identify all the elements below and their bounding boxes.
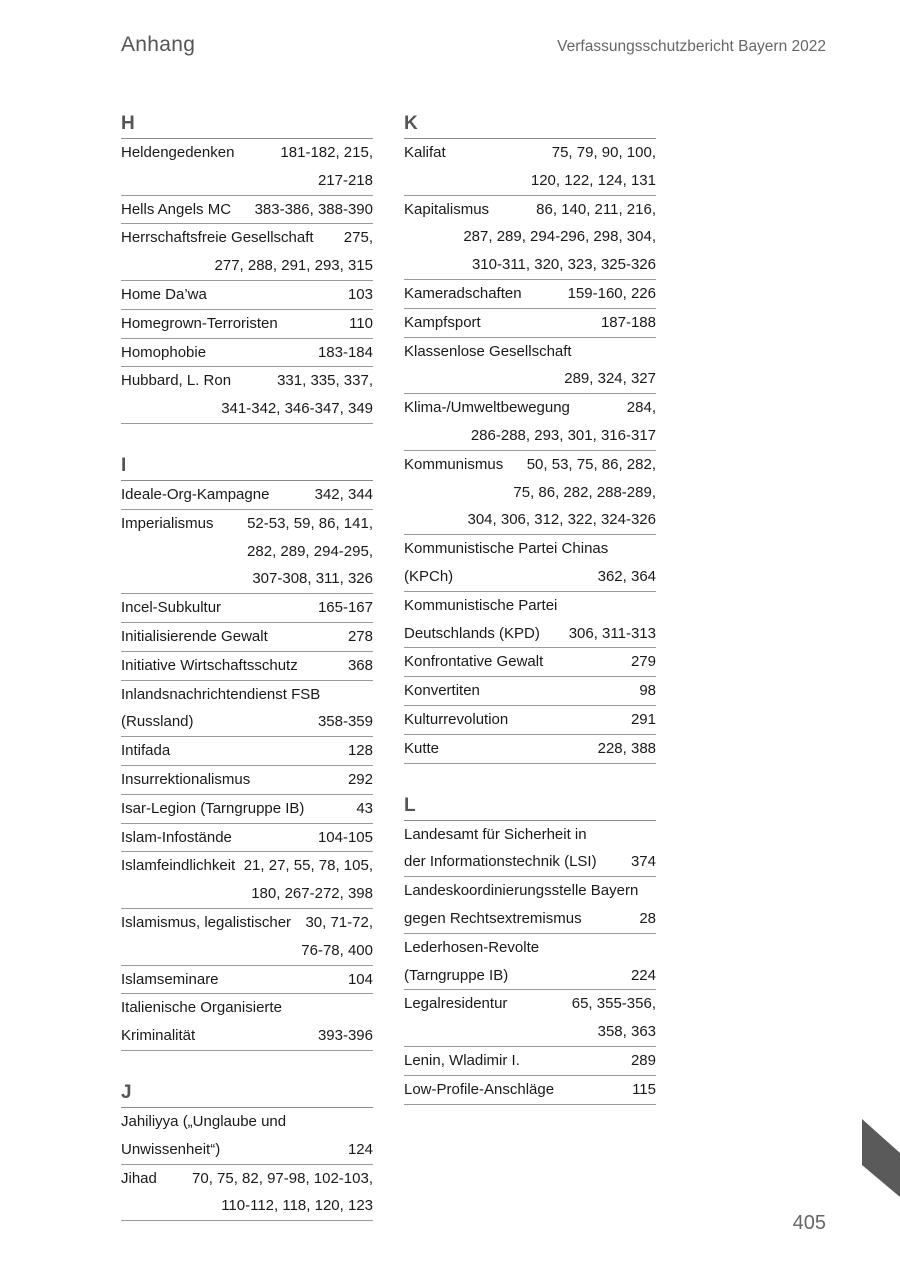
index-section xyxy=(121,452,373,1051)
entry-term: Islamseminare xyxy=(121,970,219,988)
entry-line xyxy=(404,592,656,620)
entry-term: Inlandsnachrichtendienst FSB xyxy=(121,685,321,703)
entry-line xyxy=(121,937,373,965)
entry-line xyxy=(404,962,656,990)
index-entry xyxy=(404,280,656,309)
index-entry xyxy=(121,481,373,510)
entry-line xyxy=(121,1165,373,1193)
section-letter: H xyxy=(121,110,373,139)
entry-line xyxy=(121,880,373,908)
entry-term: Kommunismus xyxy=(404,455,504,473)
entry-term: (Tarngruppe IB) xyxy=(404,966,509,984)
entry-term: Unwissenheit“) xyxy=(121,1140,221,1158)
entry-line xyxy=(121,824,373,852)
entry-line xyxy=(121,966,373,994)
entry-pages: 383-386, 388-390 xyxy=(254,200,373,218)
entry-line xyxy=(121,1192,373,1220)
index-entry xyxy=(121,966,373,995)
index-entry xyxy=(121,224,373,281)
index-column-left xyxy=(121,110,373,1249)
entry-line xyxy=(404,934,656,962)
entry-pages: 187-188 xyxy=(600,313,656,331)
entry-line xyxy=(404,365,656,393)
entry-pages: 183-184 xyxy=(317,343,373,361)
index-section xyxy=(121,1079,373,1221)
entry-line xyxy=(404,905,656,933)
entry-line xyxy=(404,422,656,450)
entry-term: Intifada xyxy=(121,742,171,760)
entry-line xyxy=(121,310,373,338)
entry-line xyxy=(404,677,656,705)
entry-pages: 76-78, 400 xyxy=(301,941,373,959)
entry-term: Kriminalität xyxy=(121,1027,196,1045)
entry-pages: 30, 71-72, xyxy=(305,913,373,931)
entry-pages: 52-53, 59, 86, 141, xyxy=(247,514,373,532)
index-entry xyxy=(121,994,373,1051)
entry-pages: 289, 324, 327 xyxy=(564,370,656,388)
section-letter: K xyxy=(404,110,656,139)
entry-line xyxy=(121,395,373,423)
index-entry xyxy=(404,821,656,878)
entry-pages: 304, 306, 312, 322, 324-326 xyxy=(467,511,656,529)
entry-line xyxy=(404,309,656,337)
entry-pages: 228, 388 xyxy=(597,739,656,757)
entry-term: Klima-/Umweltbewegung xyxy=(404,399,570,417)
entry-term: Initiative Wirtschaftsschutz xyxy=(121,656,298,674)
entry-line xyxy=(404,196,656,224)
entry-line xyxy=(121,623,373,651)
index-entry xyxy=(121,623,373,652)
index-entry xyxy=(404,139,656,196)
index-entry xyxy=(121,139,373,196)
entry-line xyxy=(404,877,656,905)
entry-term: Legalresidentur xyxy=(404,995,508,1013)
index-entry xyxy=(404,535,656,592)
index-entry xyxy=(121,339,373,368)
entry-line xyxy=(404,338,656,366)
entry-line xyxy=(404,280,656,308)
entry-line xyxy=(404,1047,656,1075)
entry-pages: 341-342, 346-347, 349 xyxy=(221,400,373,418)
entry-term: Incel-Subkultur xyxy=(121,599,222,617)
index-entry xyxy=(121,824,373,853)
index-entry xyxy=(404,934,656,991)
entry-pages: 180, 267-272, 398 xyxy=(251,885,373,903)
index-section xyxy=(404,792,656,1105)
entry-line xyxy=(404,223,656,251)
entry-line xyxy=(121,538,373,566)
index-entry xyxy=(121,1165,373,1222)
index-entry xyxy=(404,877,656,934)
index-entry xyxy=(404,735,656,764)
entry-pages: 291 xyxy=(630,710,656,728)
entry-pages: 103 xyxy=(347,285,373,303)
entry-pages: 98 xyxy=(639,682,656,700)
entry-line xyxy=(121,594,373,622)
entry-line xyxy=(404,479,656,507)
entry-term: Lenin, Wladimir I. xyxy=(404,1051,520,1069)
entry-term: Insurrektionalismus xyxy=(121,770,251,788)
entry-pages: 124 xyxy=(347,1140,373,1158)
entry-line xyxy=(404,251,656,279)
index-entry xyxy=(404,1047,656,1076)
entry-term: Hells Angels MC xyxy=(121,200,232,218)
entry-term: Konvertiten xyxy=(404,682,480,700)
entry-term: Lederhosen-Revolte xyxy=(404,938,540,956)
entry-pages: 286-288, 293, 301, 316-317 xyxy=(470,426,656,444)
entry-pages: 75, 79, 90, 100, xyxy=(551,144,656,161)
entry-term: Islamfeindlichkeit xyxy=(121,857,236,875)
entry-pages: 159-160, 226 xyxy=(567,284,656,302)
entry-term: Landeskoordinierungsstelle Bayern xyxy=(404,882,639,900)
entry-pages: 181-182, 215, xyxy=(280,144,373,161)
index-column-right xyxy=(404,110,656,1133)
entry-line xyxy=(121,196,373,224)
index-entry xyxy=(121,281,373,310)
running-head-publication: Verfassungsschutzbericht Bayern 2022 xyxy=(557,38,826,55)
entry-pages: 128 xyxy=(347,742,373,760)
entry-pages: 358, 363 xyxy=(597,1023,656,1041)
entry-term: (KPCh) xyxy=(404,567,454,585)
entry-pages: 28 xyxy=(639,909,656,927)
entry-term: Imperialismus xyxy=(121,514,214,532)
index-entry xyxy=(121,594,373,623)
entry-term: Jihad xyxy=(121,1169,157,1187)
entry-pages: 306, 311-313 xyxy=(568,624,656,642)
index-entry xyxy=(121,196,373,225)
index-entry xyxy=(404,677,656,706)
entry-pages: 279 xyxy=(630,653,656,671)
section-letter: L xyxy=(404,792,656,821)
entry-pages: 43 xyxy=(356,799,373,817)
entry-term: Kommunistische Partei Chinas xyxy=(404,540,609,558)
index-entry xyxy=(404,451,656,535)
index-entry xyxy=(121,367,373,424)
index-entry xyxy=(121,766,373,795)
entry-term: Homophobie xyxy=(121,343,207,361)
entry-term: (Russland) xyxy=(121,713,194,731)
index-entry xyxy=(404,592,656,649)
entry-pages: 368 xyxy=(347,656,373,674)
entry-term: Kulturrevolution xyxy=(404,710,509,728)
entry-term: Initialisierende Gewalt xyxy=(121,627,268,645)
entry-line xyxy=(404,648,656,676)
entry-line xyxy=(121,766,373,794)
entry-term: Ideale-Org-Kampagne xyxy=(121,485,270,503)
entry-term: Islam-Infostände xyxy=(121,828,232,846)
index-entry xyxy=(121,1108,373,1165)
index-entry xyxy=(404,1076,656,1105)
index-entry xyxy=(121,681,373,738)
entry-line xyxy=(404,167,656,195)
entry-pages: 110 xyxy=(349,314,373,332)
entry-term: der Informationstechnik (LSI) xyxy=(404,853,597,871)
index-section xyxy=(121,110,373,424)
entry-pages: 104 xyxy=(347,970,373,988)
entry-line xyxy=(404,1018,656,1046)
entry-pages: 310-311, 320, 323, 325-326 xyxy=(471,256,656,274)
entry-term: Low-Profile-Anschläge xyxy=(404,1080,555,1098)
entry-term: gegen Rechtsextremismus xyxy=(404,909,582,927)
entry-pages: 104-105 xyxy=(317,828,373,846)
index-entry xyxy=(404,648,656,677)
index-entry xyxy=(121,652,373,681)
entry-pages: 393-396 xyxy=(317,1027,373,1045)
index-entry xyxy=(404,309,656,338)
entry-term: Islamismus, legalistischer xyxy=(121,913,292,931)
entry-term: Deutschlands (KPD) xyxy=(404,624,540,642)
entry-line xyxy=(121,339,373,367)
entry-pages: 165-167 xyxy=(317,599,373,617)
index-entry xyxy=(404,990,656,1047)
entry-line xyxy=(121,1022,373,1050)
entry-line xyxy=(404,990,656,1018)
entry-line xyxy=(404,620,656,648)
entry-pages: 86, 140, 211, 216, xyxy=(536,200,656,218)
section-letter: I xyxy=(121,452,373,481)
entry-line xyxy=(404,563,656,591)
index-entry xyxy=(121,852,373,909)
index-entry xyxy=(121,909,373,966)
entry-term: Kommunistische Partei xyxy=(404,596,558,614)
entry-term: Herrschaftsfreie Gesellschaft xyxy=(121,229,314,247)
entry-pages: 224 xyxy=(630,966,656,984)
entry-line xyxy=(121,1136,373,1164)
entry-pages: 282, 289, 294-295, xyxy=(247,542,373,560)
entry-line xyxy=(121,281,373,309)
index-entry xyxy=(121,795,373,824)
entry-line xyxy=(121,565,373,593)
entry-term: Kapitalismus xyxy=(404,200,490,218)
entry-pages: 331, 335, 337, xyxy=(277,372,373,390)
entry-line xyxy=(404,735,656,763)
entry-pages: 374 xyxy=(630,853,656,871)
entry-line xyxy=(121,367,373,395)
entry-line xyxy=(121,139,373,167)
entry-term: Kalifat xyxy=(404,144,446,161)
chapter-tab-marker xyxy=(862,1119,900,1197)
index-entry xyxy=(404,338,656,395)
index-entry xyxy=(404,394,656,451)
entry-line xyxy=(121,737,373,765)
entry-term: Kampfsport xyxy=(404,313,481,331)
entry-term: Home Da’wa xyxy=(121,285,207,303)
entry-line xyxy=(404,451,656,479)
entry-term: Landesamt für Sicherheit in xyxy=(404,825,587,843)
entry-pages: 217-218 xyxy=(317,171,373,189)
entry-line xyxy=(121,510,373,538)
entry-pages: 277, 288, 291, 293, 315 xyxy=(214,257,373,275)
entry-pages: 21, 27, 55, 78, 105, xyxy=(243,857,373,875)
entry-pages: 70, 75, 82, 97-98, 102-103, xyxy=(192,1169,373,1187)
entry-line xyxy=(121,994,373,1022)
entry-pages: 362, 364 xyxy=(597,567,656,585)
entry-pages: 120, 122, 124, 131 xyxy=(530,171,656,189)
entry-line xyxy=(404,848,656,876)
entry-pages: 65, 355-356, xyxy=(571,995,656,1013)
entry-line xyxy=(404,506,656,534)
entry-term: Kameradschaften xyxy=(404,284,522,302)
running-head-section: Anhang xyxy=(121,33,196,56)
entry-term: Jahiliyya („Unglaube und xyxy=(121,1112,287,1130)
entry-line xyxy=(121,795,373,823)
entry-line xyxy=(404,706,656,734)
entry-line xyxy=(121,652,373,680)
index-entry xyxy=(121,310,373,339)
entry-line xyxy=(121,909,373,937)
entry-term: Italienische Organisierte xyxy=(121,999,282,1017)
entry-pages: 278 xyxy=(347,627,373,645)
entry-pages: 275, xyxy=(343,229,373,247)
entry-line xyxy=(121,852,373,880)
section-letter: J xyxy=(121,1079,373,1108)
index-entry xyxy=(121,737,373,766)
entry-term: Isar-Legion (Tarngruppe IB) xyxy=(121,799,305,817)
entry-pages: 289 xyxy=(630,1051,656,1069)
entry-line xyxy=(121,481,373,509)
entry-term: Konfrontative Gewalt xyxy=(404,653,544,671)
entry-term: Homegrown-Terroristen xyxy=(121,314,278,332)
entry-term: Heldengedenken xyxy=(121,144,235,161)
entry-pages: 287, 289, 294-296, 298, 304, xyxy=(463,228,656,246)
entry-pages: 292 xyxy=(347,770,373,788)
entry-line xyxy=(121,167,373,195)
index-section xyxy=(404,110,656,764)
entry-line xyxy=(404,1076,656,1104)
entry-line xyxy=(121,224,373,252)
entry-line xyxy=(404,535,656,563)
entry-pages: 284, xyxy=(626,399,656,417)
entry-pages: 307-308, 311, 326 xyxy=(252,570,373,588)
entry-pages: 75, 86, 282, 288-289, xyxy=(513,483,656,501)
entry-term: Kutte xyxy=(404,739,440,757)
entry-line xyxy=(121,681,373,709)
entry-line xyxy=(404,139,656,167)
entry-line xyxy=(121,252,373,280)
entry-pages: 115 xyxy=(632,1080,656,1098)
index-entry xyxy=(404,196,656,280)
entry-term: Klassenlose Gesellschaft xyxy=(404,342,572,360)
entry-pages: 110-112, 118, 120, 123 xyxy=(221,1197,373,1215)
entry-pages: 342, 344 xyxy=(314,485,373,503)
entry-pages: 50, 53, 75, 86, 282, xyxy=(526,455,656,473)
entry-line xyxy=(404,821,656,849)
entry-line xyxy=(121,708,373,736)
entry-line xyxy=(121,1108,373,1136)
entry-term: Hubbard, L. Ron xyxy=(121,372,232,390)
page-number: 405 xyxy=(792,1212,826,1234)
entry-pages: 358-359 xyxy=(317,713,373,731)
index-entry xyxy=(404,706,656,735)
entry-line xyxy=(404,394,656,422)
index-entry xyxy=(121,510,373,594)
